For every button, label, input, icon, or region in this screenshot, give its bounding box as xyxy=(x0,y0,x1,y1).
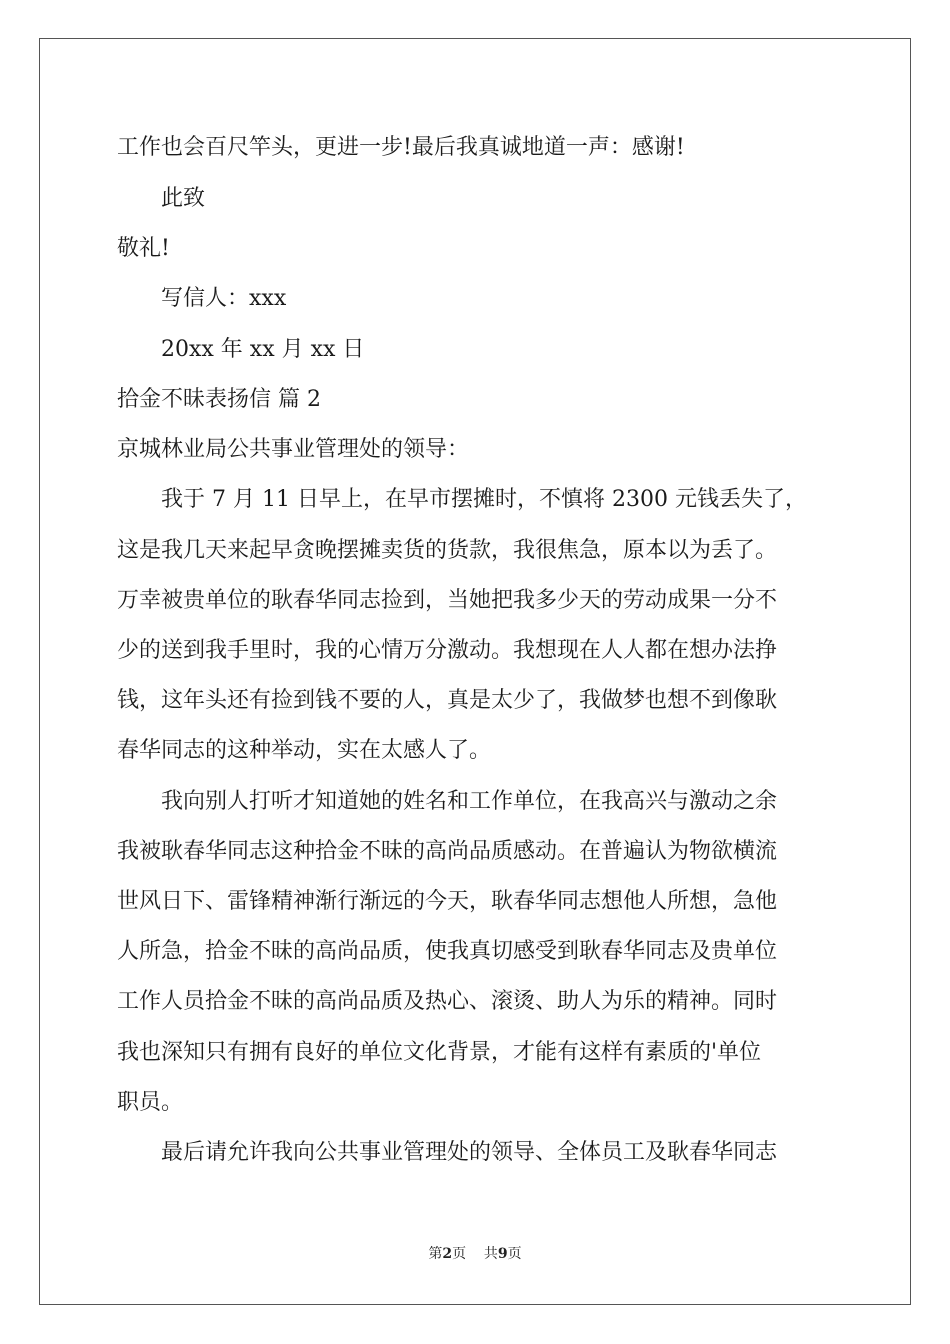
footer-total-pages: 9 xyxy=(497,1246,508,1262)
footer-suffix: 页 xyxy=(507,1246,522,1262)
recipient-line: 京城林业局公共事业管理处的领导： xyxy=(117,437,470,462)
letter-date: 20xx 年 xx 月 xx 日 xyxy=(161,337,365,362)
body-line: 工作人员拾金不昧的高尚品质及热心、滚烫、助人为乐的精神。同时 xyxy=(117,989,778,1014)
body-line: 我于 7 月 11 日早上，在早市摆摊时，不慎将 2300 元钱丢失了， xyxy=(161,487,807,512)
letter-closing-line: 工作也会百尺竿头，更进一步!最后我真诚地道一声：感谢! xyxy=(117,135,685,160)
body-line: 我向别人打听才知道她的姓名和工作单位，在我高兴与激动之余 xyxy=(161,789,778,814)
body-line: 万幸被贵单位的耿春华同志捡到，当她把我多少天的劳动成果一分不 xyxy=(117,588,778,613)
page-footer xyxy=(0,1244,950,1264)
body-line: 人所急，拾金不昧的高尚品质，使我真切感受到耿春华同志及贵单位 xyxy=(117,939,778,964)
footer-prefix: 第 xyxy=(428,1246,443,1262)
footer-mid: 页 共 xyxy=(452,1246,498,1262)
body-line: 春华同志的这种举动，实在太感人了。 xyxy=(117,738,492,763)
salutation-jingli: 敬礼! xyxy=(117,236,170,261)
body-line: 这是我几天来起早贪晚摆摊卖货的货款，我很焦急，原本以为丢了。 xyxy=(117,538,778,563)
letter-writer: 写信人：xxx xyxy=(161,286,287,311)
body-line: 少的送到我手里时，我的心情万分激动。我想现在人人都在想办法挣 xyxy=(117,638,778,663)
body-line: 最后请允许我向公共事业管理处的领导、全体员工及耿春华同志 xyxy=(161,1140,778,1165)
body-line: 钱，这年头还有捡到钱不要的人，真是太少了，我做梦也想不到像耿 xyxy=(117,688,778,713)
footer-page-number: 2 xyxy=(442,1246,453,1262)
section-title: 拾金不昧表扬信 篇 2 xyxy=(117,387,321,412)
salutation-cizhi: 此致 xyxy=(161,186,206,211)
body-line: 世风日下、雷锋精神渐行渐远的今天，耿春华同志想他人所想，急他 xyxy=(117,889,778,914)
body-line: 我也深知只有拥有良好的单位文化背景，才能有这样有素质的'单位 xyxy=(117,1040,762,1065)
body-line: 职员。 xyxy=(117,1090,184,1115)
body-line: 我被耿春华同志这种拾金不昧的高尚品质感动。在普遍认为物欲横流 xyxy=(117,839,778,864)
